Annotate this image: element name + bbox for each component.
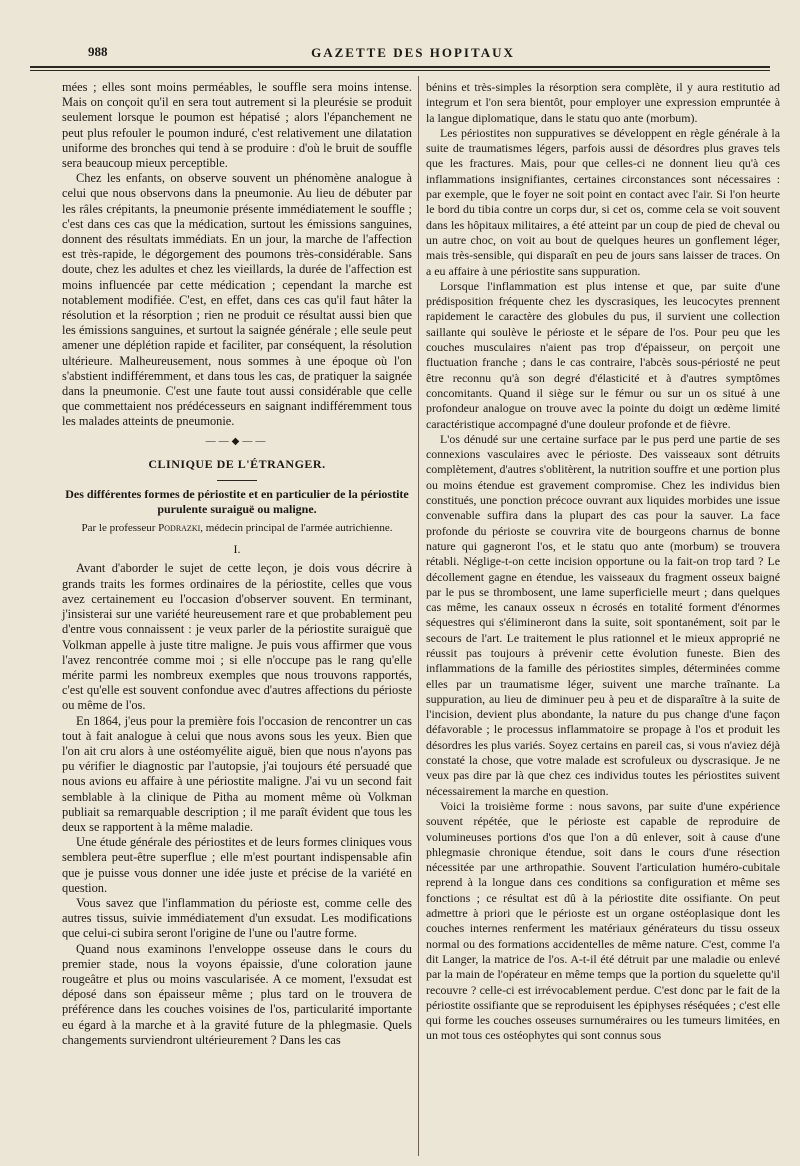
journal-title: GAZETTE DES HOPITAUX: [311, 45, 515, 60]
paragraph: En 1864, j'eus pour la première fois l'occasion de rencontrer un cas tout à fait analogue à celui que nous avons sous les yeux. Bien que l'on ait cru alors à une ostéomyélite aiguë, bien que nous n'ayons pas pu vérifier le diagnostic par l'autopsie, j'ai toujours été persuadé que nous avions eu affaire à une périostite maligne. J'ai vu un second fait semblable à la clinique de Pitha au moment même où Volkman publiait sa remarquable description ; il me paraît évident que tous les deux se rapportent à la même maladie.: [62, 713, 412, 834]
paragraph: Une étude générale des périostites et de leurs formes cliniques vous semblera peut-être superflue ; elle m'est pourtant indispensable afin que je puisse vous donner une idée juste et précise de la variété en question.: [62, 835, 412, 895]
section-ornament: ——◆——: [205, 435, 269, 447]
paragraph: Les périostites non suppuratives se développent en règle générale à la suite de traumatismes légers, parfois aussi de désordres plus graves tels que les fractures. Mais, pour que celles-ci ne donnent lieu qu'à ces inflammations insignifiantes, certaines circonstances sont nécessaires : par exemple, que le foyer ne soit point en contact avec l'air. Si l'on heurte le bord du tibia contre un corps dur, si cet os, comme cela se voit souvent dans les hôpitaux militaires, a été atteint par un coup de pied de cheval ou un autre choc, on voit au bout de quelques heures un gonflement léger, mais très-sensible, qui disparaît en peu de jours sans laisser de traces. On a eu affaire à une périostite sans suppuration.: [426, 125, 780, 278]
left-column: [62, 80, 412, 1048]
short-rule: [217, 480, 257, 481]
paragraph: L'os dénudé sur une certaine surface par le pus perd une partie de ses connexions vasculaires avec le périoste. Des vaisseaux sont détruits complètement, d'autres s'oblitèrent, la nutrition souffre et une portion plus ou moins étendue est gravement compromise. Chez les individus bien constitués, une ponction précoce ouvrant aux liquides morbides une issue convenable suffira dans la plupart des cas pour la sauver. La face profonde du périoste se couvrira vite de bourgeons charnus de bonne nature qui gagneront l'os, et le statu quo ante (morbum) se trouvera rétabli. Néglige-t-on cette incision opportune ou la fait-on trop tard ? Le décollement gagne en étendue, les vaisseaux du fragment osseux baigné par le pus se thrombosent, une lame superficielle meurt ; dans quelques cas même, les canaux osseux n écrosés en totalité forment d'énormes séquestres qui s'élimineront dans la suite, soit spontanément, soit par le secours de l'art. Le traitement le plus rationnel et le mieux approprié ne réussit pas toujours à prévenir cette évolution funeste. Bien des inflammations de la famille des périostites simples, déterminées comme elles par un traumatisme léger, suivent une marche traînante. La suppuration, au lieu de diminuer peu à peu et de disparaître à la suite de l'incision, devient plus abondante, la nature du pus change d'une façon défavorable ; le processus inflammatoire se propage à l'os et produit les désordres les plus variés. Soyez certains en pareil cas, si vous n'aviez déjà constaté la chose, que votre malade est scrofuleux ou dyscrasique. Je ne veux pas dire par là que chez ces individus toutes les périostites suivent nécessairement la marche en question.: [426, 431, 780, 798]
author-line: [62, 521, 412, 536]
article-title: Des différentes formes de périostite et en particulier de la périostite purulente suraiguë ou maligne.: [65, 487, 409, 517]
author-suffix: , médecin principal de l'armée autrichienne.: [200, 522, 393, 535]
paragraph: mées ; elles sont moins perméables, le souffle sera moins intense. Mais on conçoit qu'il en sera tout autrement si la pleurésie se produit seulement lorsque le poumon est hépatisé ; alors l'épanchement ne peut plus refouler le poumon induré, c'est relativement une dilatation uniforme des bronches qui tend à se produire : d'où le bruit de souffle sera beaucoup mieux perceptible.: [62, 80, 412, 171]
author-prefix: Par le professeur: [81, 522, 156, 535]
header-rule-thin: [30, 70, 770, 71]
paragraph: Vous savez que l'inflammation du périoste est, comme celle des autres tissus, suivie immédiatement d'un exsudat. Les modifications que celui-ci subira seront l'origine de l'une ou l'autre forme.: [62, 895, 412, 941]
right-column: [426, 80, 780, 1044]
author-name: Podrazki: [158, 522, 201, 535]
section-title: CLINIQUE DE L'ÉTRANGER.: [148, 456, 326, 471]
page-header: [56, 44, 770, 66]
paragraph: Chez les enfants, on observe souvent un phénomène analogue à celui que nous observons dans la pneumonie. Au lieu de débuter par les râles crépitants, la pneumonie présente immédiatement le souffle ; c'est dans ces cas que la médication, surtout les émissions sanguines, donnent des résultats immédiats. En un jour, la marche de l'affection est très-rapide, le dégorgement des poumons très-considérable. Sans doute, chez les adultes et chez les vieillards, la durée de l'affection est moins influencée par cette médication ; cependant la marche est notablement modifiée. C'est, en effet, dans ces cas qu'il faut hâter la résolution et la résorption ; rien ne produit ce résultat aussi bien que les émissions sanguines, et surtout la saignée générale ; elle seule peut amener une déplétion rapide et faciliter, par conséquent, la résolution ultérieure. Malheureusement, nous sommes à une époque où l'on s'abstient indifféremment, et dans tous les cas, de pratiquer la saignée dans la pneumonie. C'est une faute tout aussi considérable que celle que commettaient nos prédécesseurs en saignant indifféremment tous les malades atteints de pneumonie.: [62, 171, 412, 429]
paragraph: bénins et très-simples la résorption sera complète, il y aura restitutio ad integrum et l'on sera bientôt, pour employer une expression empruntée à la langue diplomatique, dans le statu quo ante (morbum).: [426, 80, 780, 125]
paragraph: Avant d'aborder le sujet de cette leçon, je dois vous décrire à grands traits les formes ordinaires de la périostite, celles que vous avez certainement eu l'occasion d'observer souvent. En terminant, j'insisterai sur une variété heureusement rare et que probablement peu d'entre vous connaissent : je veux parler de la périostite suraiguë que Volkman appelle à juste titre maligne. Je puis vous affirmer que vous l'avez rencontrée comme moi ; si elle n'occupe pas le rang qu'elle mérite parmi les nombreux exemples que nous trouvons rapportés, c'est qu'elle est souvent confondue avec d'autres affections du périoste ou même de l'os.: [62, 561, 412, 713]
paragraph: Lorsque l'inflammation est plus intense et que, par suite d'une prédisposition fréquente chez les dyscrasiques, les leucocytes prennent rapidement le caractère des globules du pus, il survient une collection saillante qui soulève le périoste et le sépare de l'os. Pour peu que les couches musculaires n'aient pas trop d'épaisseur, on perçoit une fluctuation franche ; dans le cas contraire, l'abcès sous-périosté ne peut être reconnu qu'à son degré d'élasticité et à d'autres symptômes concomitants. Quand il siège sur le fémur ou sur un os situé à une profondeur analogue on trouve avec la pointe du doigt un œdème limité caractéristique accompagné d'une douleur profonde et de fièvre.: [426, 278, 780, 431]
paragraph: Voici la troisième forme : nous savons, par suite d'une expérience souvent répétée, que le périoste est capable de reproduire de volumineuses portions d'os que l'on a dû enlever, soit à cause d'une phlegmasie chronique étendue, soit dans le cours d'une résection nécessitée par une arthropathie. Souvent l'articulation huméro-cubitale reprend à la longue dans ces conditions sa configuration et même ses fonctions ; ce résultat est dû à la périostite dite ossifiante. On peut admettre à priori que le périoste est un organe ostéoplasique dont les couches internes renferment les matériaux générateurs du tissu osseux normal ou des formations accidentelles de même nature. C'est, comme l'a dit Langer, la matrice de l'os. A-t-il été détruit par une maladie ou enlevé par la main de l'opérateur en même temps que la portion du squelette qu'il recouvre ? celle-ci est irrévocablement perdue. C'est donc par le fait de la périostite ossifiante que se reproduisent les épiphyses réséquées ; c'est elle qui forme les couches osseuses surnuméraires ou les tumeurs limitées, en un mot tous ces ostéophytes qui sont connus sous: [426, 798, 780, 1043]
page-number: 988: [88, 44, 108, 59]
header-rule: [30, 66, 770, 68]
section-number: I.: [233, 542, 241, 557]
column-divider: [418, 76, 419, 1156]
paragraph: Quand nous examinons l'enveloppe osseuse dans le cours du premier stade, nous la voyons épaissie, d'une coloration jaune rougeâtre et plus ou moins vascularisée. A ce moment, l'exsudat est déposé dans son épaisseur même ; plus tard on le trouvera de préférence dans les couches voisines de l'os, particularité importante eu égard à la marche et à la gravité future de la phlegmasie. Quels changements surviendront ultérieurement ? Dans les cas: [62, 941, 412, 1047]
